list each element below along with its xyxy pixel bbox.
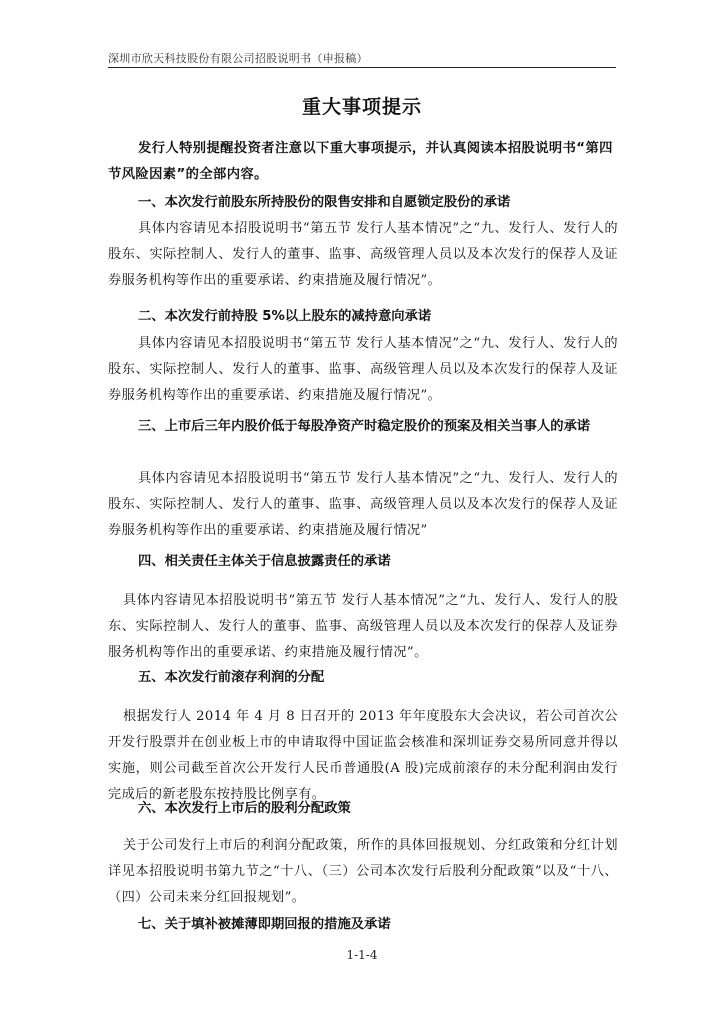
- page-number: 1-1-4: [346, 948, 378, 962]
- intro-paragraph: 发行人特别提醒投资者注意以下重大事项提示，并认真阅读本招股说明书“第四节风险因素”的全部内容。: [108, 141, 613, 182]
- section-body-6: 关于公司发行上市后的利润分配政策，所作的具体回报规划、分红政策和分红计划详见本招股说明书第九节之“十八、（三）公司本次发行后股利分配政策”以及“十八、（四）公司未来分红回报规划”。: [108, 838, 618, 905]
- section-heading-3: 三、上市后三年内股价低于每股净资产时稳定股价的预案及相关当事人的承诺: [138, 419, 591, 434]
- section-body-3: 具体内容请见本招股说明书“第五节 发行人基本情况”之“九、发行人、发行人的股东、实际控制人、发行人的董事、监事、高级管理人员以及本次发行的保荐人及证券服务机构等作出的重要承诺、约束措施及履行情况”: [108, 471, 618, 538]
- section-body-1: 具体内容请见本招股说明书“第五节 发行人基本情况”之“九、发行人、发行人的股东、实际控制人、发行人的董事、监事、高级管理人员以及本次发行的保荐人及证券服务机构等作出的重要承诺、约束措施及履行情况”。: [108, 221, 618, 288]
- section-heading-4: 四、相关责任主体关于信息披露责任的承诺: [138, 554, 391, 569]
- page-title: 重大事项提示: [301, 96, 422, 118]
- section-heading-1: 一、本次发行前股东所持股份的限售安排和自愿锁定股份的承诺: [138, 195, 511, 210]
- section-body-5: 根据发行人 2014 年 4 月 8 日召开的 2013 年年度股东大会决议，若公司首次公开发行股票并在创业板上市的申请取得中国证监会核准和深圳证券交易所同意并得以实施，则公司截至首次公开发行人民币普通股(A 股)完成前滚存的未分配利润由发行完成后的新老股东按持股比例享有。: [108, 709, 618, 802]
- header-divider: [108, 67, 616, 68]
- section-heading-6: 六、本次发行上市后的股利分配政策: [138, 801, 351, 816]
- section-heading-5: 五、本次发行前滚存利润的分配: [138, 670, 325, 685]
- running-header: 深圳市欣天科技股份有限公司招股说明书（申报稿）: [108, 52, 368, 65]
- section-body-2: 具体内容请见本招股说明书“第五节 发行人基本情况”之“九、发行人、发行人的股东、实际控制人、发行人的董事、监事、高级管理人员以及本次发行的保荐人及证券服务机构等作出的重要承诺、约束措施及履行情况”。: [108, 336, 618, 403]
- section-body-4: 具体内容请见本招股说明书“第五节 发行人基本情况”之“九、发行人、发行人的股东、实际控制人、发行人的董事、监事、高级管理人员以及本次发行的保荐人及证券服务机构等作出的重要承诺、约束措施及履行情况”。: [108, 593, 618, 660]
- section-heading-2: 二、本次发行前持股 5%以上股东的减持意向承诺: [138, 309, 432, 324]
- section-heading-7: 七、关于填补被摊薄即期回报的措施及承诺: [138, 917, 391, 932]
